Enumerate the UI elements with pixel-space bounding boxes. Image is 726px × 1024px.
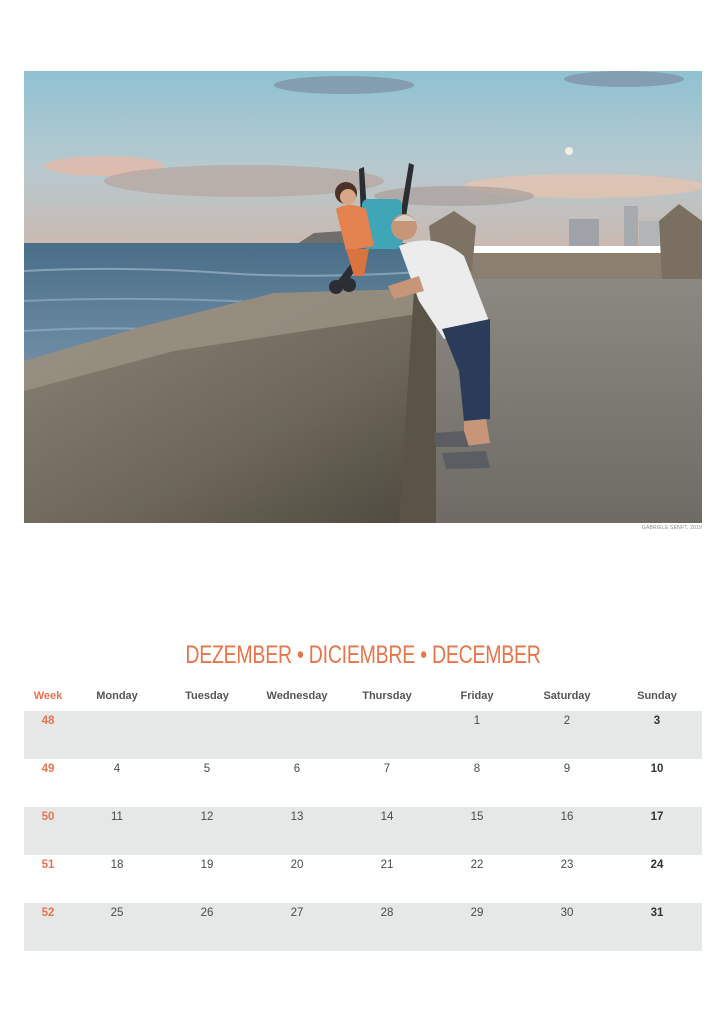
header-wednesday: Wednesday xyxy=(266,690,328,702)
day-cell: 25 xyxy=(110,907,124,919)
month-title: DEZEMBER • DICIEMBRE • DECEMBER xyxy=(185,641,541,669)
day-cell: 13 xyxy=(290,811,304,823)
sunday-cell: 17 xyxy=(650,811,664,823)
day-cell: 4 xyxy=(113,763,121,775)
week-number: 52 xyxy=(41,907,55,919)
sunday-cell: 24 xyxy=(650,859,664,871)
day-cell: 27 xyxy=(290,907,304,919)
day-cell: 30 xyxy=(560,907,574,919)
week-row xyxy=(24,903,702,951)
weekday-header xyxy=(24,690,702,704)
day-cell: 6 xyxy=(293,763,301,775)
day-cell: 16 xyxy=(560,811,574,823)
day-cell: 1 xyxy=(473,715,481,727)
day-cell: 9 xyxy=(563,763,571,775)
week-number: 49 xyxy=(41,763,55,775)
week-row xyxy=(24,711,702,759)
day-cell: 29 xyxy=(470,907,484,919)
photo-credit: GABRIELE SENFT, 2019 xyxy=(641,525,702,531)
sunday-cell: 31 xyxy=(650,907,664,919)
day-cell: 11 xyxy=(111,811,123,823)
calendar-photo xyxy=(24,71,702,523)
week-number: 50 xyxy=(41,811,55,823)
day-cell: 8 xyxy=(473,763,481,775)
day-cell: 21 xyxy=(380,859,394,871)
header-tuesday: Tuesday xyxy=(185,690,229,702)
day-cell: 22 xyxy=(470,859,484,871)
day-cell: 19 xyxy=(200,859,214,871)
week-row xyxy=(24,807,702,855)
header-week: Week xyxy=(33,690,63,702)
day-cell: 12 xyxy=(200,811,214,823)
sunday-cell: 3 xyxy=(653,715,661,727)
day-cell: 2 xyxy=(563,715,571,727)
day-cell: 5 xyxy=(203,763,211,775)
header-sunday: Sunday xyxy=(637,690,677,702)
day-cell: 14 xyxy=(380,811,394,823)
header-monday: Monday xyxy=(96,690,138,702)
week-row xyxy=(24,855,702,903)
day-cell: 18 xyxy=(110,859,124,871)
header-friday: Friday xyxy=(460,690,494,702)
header-saturday: Saturday xyxy=(543,690,591,702)
week-number: 51 xyxy=(41,859,55,871)
day-cell: 26 xyxy=(200,907,214,919)
day-cell: 20 xyxy=(290,859,304,871)
header-thursday: Thursday xyxy=(362,690,412,702)
day-cell: 7 xyxy=(383,763,391,775)
sunday-cell: 10 xyxy=(650,763,664,775)
day-cell: 28 xyxy=(380,907,394,919)
day-cell: 15 xyxy=(470,811,484,823)
week-row xyxy=(24,759,702,807)
week-number: 48 xyxy=(41,715,55,727)
day-cell: 23 xyxy=(560,859,574,871)
